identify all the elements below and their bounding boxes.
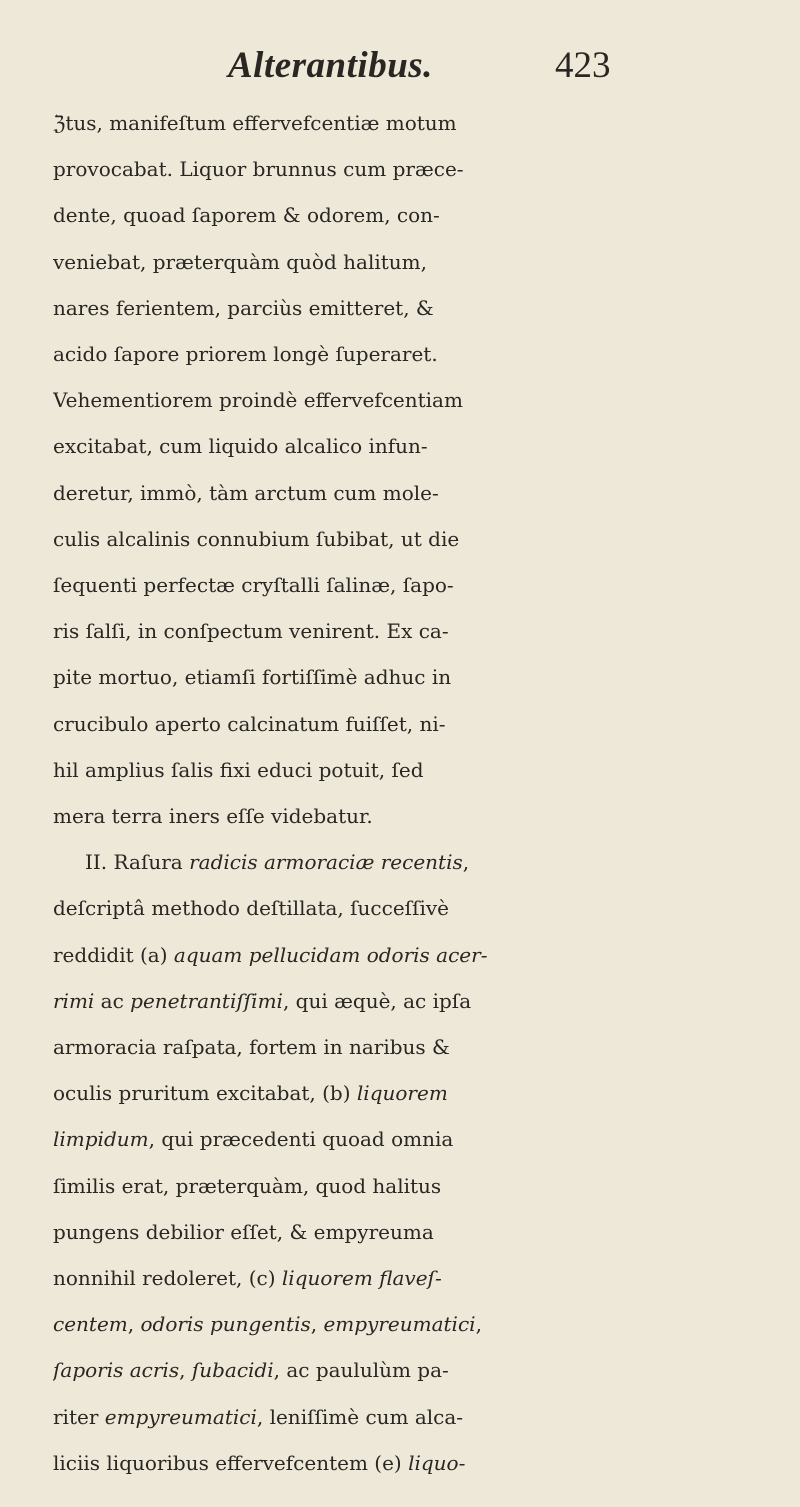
- text-segment: , qui æquè, ac ipſa: [282, 988, 472, 1013]
- text-line: [85, 839, 798, 885]
- text-segment: ac: [94, 988, 131, 1013]
- italic-text-segment: rimi: [53, 988, 95, 1013]
- italic-text-segment: centem: [53, 1312, 128, 1337]
- text-segment: armoracia raſpata, fortem in naribus &: [53, 1035, 450, 1059]
- text-segment: ,: [127, 1312, 141, 1337]
- text-segment: mera terra iners eſſe videbatur.: [53, 804, 373, 828]
- text-line: [53, 331, 798, 377]
- italic-text-segment: aquam pellucidam odoris acer-: [173, 942, 488, 967]
- italic-text-segment: ſaporis acris: [53, 1358, 180, 1383]
- text-line: [53, 516, 798, 562]
- text-segment: excitabat, cum liquido alcalico infun-: [53, 434, 428, 459]
- text-segment: reddidit (a): [53, 942, 174, 967]
- running-title: Alterantibus.: [228, 45, 433, 86]
- page-number: 423: [555, 45, 611, 86]
- text-segment: ,: [179, 1358, 192, 1383]
- text-line: [53, 885, 798, 931]
- italic-text-segment: liquorem: [356, 1081, 448, 1106]
- page-header: [0, 40, 800, 100]
- text-line: [53, 285, 798, 331]
- text-line: [53, 146, 798, 192]
- text-line: [53, 470, 798, 516]
- text-segment: ,: [462, 850, 470, 875]
- text-line: [53, 608, 798, 654]
- text-segment: nares ferientem, parciùs emitteret, &: [53, 295, 434, 320]
- text-line: [53, 100, 798, 146]
- text-segment: pite mortuo, etiamſi fortiſſimè adhuc in: [53, 665, 452, 690]
- text-line: [53, 793, 798, 839]
- text-line: [53, 1116, 798, 1162]
- text-line: [53, 423, 798, 469]
- text-line: [53, 1070, 798, 1116]
- text-segment: , qui præcedenti quoad omnia: [148, 1127, 454, 1152]
- text-line: [53, 747, 798, 793]
- text-segment: culis alcalinis connubium ſubibat, ut die: [53, 526, 460, 551]
- text-segment: ,: [310, 1312, 324, 1337]
- text-line: [53, 1024, 798, 1070]
- text-segment: hil amplius ſalis fixi educi potuit, ſed: [53, 757, 424, 782]
- text-line: [53, 1209, 798, 1255]
- text-line: [53, 654, 798, 700]
- text-segment: acido ſapore priorem longè ſuperaret.: [53, 342, 438, 366]
- text-segment: ſimilis erat, præterquàm, quod halitus: [53, 1173, 442, 1198]
- text-line: [53, 562, 798, 608]
- text-line: [53, 1440, 798, 1486]
- italic-text-segment: empyreumatici: [104, 1404, 257, 1429]
- text-segment: oculis pruritum excitabat, (b): [53, 1081, 357, 1106]
- text-segment: deſcriptâ methodo deſtillata, ſucceſſivè: [53, 896, 450, 921]
- text-line: [53, 1394, 798, 1440]
- italic-text-segment: empyreumatici: [323, 1312, 476, 1337]
- italic-text-segment: limpidum: [53, 1127, 149, 1152]
- italic-text-segment: liquorem flaveſ-: [281, 1266, 442, 1290]
- text-segment: pungens debilior eſſet, & empyreuma: [53, 1219, 434, 1244]
- text-segment: II. Raſura: [85, 850, 190, 875]
- text-line: [53, 1255, 798, 1301]
- text-line: [53, 701, 798, 747]
- italic-text-segment: liquo-: [408, 1450, 466, 1475]
- text-segment: ,: [475, 1312, 482, 1337]
- text-segment: , leniſſimè cum alca-: [256, 1404, 464, 1429]
- text-segment: ℨtus, manifeſtum effervefcentiæ motum: [53, 111, 457, 135]
- text-line: [53, 239, 798, 285]
- text-segment: veniebat, præterquàm quòd halitum,: [53, 249, 427, 274]
- text-line: [53, 978, 798, 1024]
- italic-text-segment: ſubacidi: [191, 1358, 274, 1383]
- text-segment: deretur, immò, tàm arctum cum mole-: [53, 480, 439, 505]
- text-segment: , ac paululùm pa-: [273, 1358, 449, 1383]
- italic-text-segment: odoris pungentis: [140, 1312, 311, 1337]
- text-line: [53, 1163, 798, 1209]
- italic-text-segment: penetrantiſſimi: [130, 988, 283, 1013]
- text-segment: liciis liquoribus effervefcentem (e): [53, 1450, 409, 1475]
- text-segment: provocabat. Liquor brunnus cum præce-: [53, 157, 464, 182]
- text-line: [53, 192, 798, 238]
- text-segment: crucibulo aperto calcinatum fuiſſet, ni-: [53, 711, 446, 736]
- text-line: [53, 932, 798, 978]
- text-line: [53, 1301, 798, 1347]
- text-segment: ſequenti perfectæ cryſtalli ſalinæ, ſapo-: [53, 573, 454, 597]
- text-segment: dente, quoad ſaporem & odorem, con-: [53, 203, 440, 228]
- italic-text-segment: radicis armoraciæ recentis: [189, 850, 463, 875]
- text-segment: riter: [53, 1404, 105, 1429]
- text-line: [53, 377, 798, 423]
- text-line: [53, 1347, 798, 1393]
- text-segment: Vehementiorem proindè effervefcentiam: [53, 388, 463, 413]
- text-segment: ris ſalſi, in conſpectum venirent. Ex ca-: [53, 619, 449, 644]
- text-segment: nonnihil redoleret, (c): [53, 1266, 282, 1290]
